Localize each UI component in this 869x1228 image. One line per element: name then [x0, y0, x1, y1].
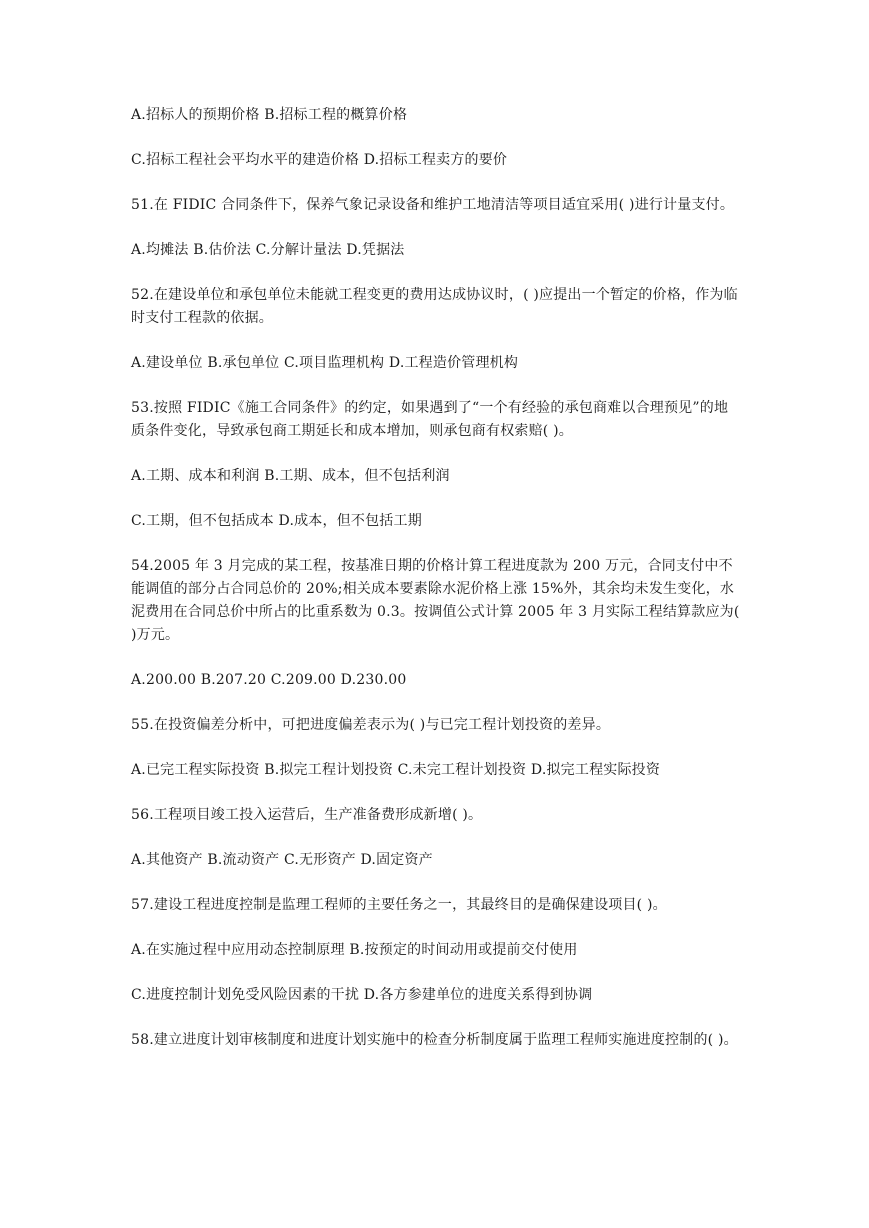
answer-options-55: A.已完工程实际投资 B.拟完工程计划投资 C.未完工程计划投资 D.拟完工程实际投资 [131, 762, 661, 778]
question-56: 56.工程项目竣工投入运营后，生产准备费形成新增( )。 [131, 807, 483, 823]
question-54: 54.2005 年 3 月完成的某工程，按基准日期的价格计算工程进度款为 200 万元，合同支付中不能调值的部分占合同总价的 20%;相关成本要素除水泥价格上涨 15%外，其余均未发生变化，水泥费用在合同总价中所占的比重系数为 0.3。按调值公式计算 2005 年 3 月实际工程结算款应为( )万元。 [131, 558, 740, 643]
question-58: 58.建立进度计划审核制度和进度计划实施中的检查分析制度属于监理工程师实施进度控制的( )。 [131, 1032, 738, 1048]
answer-options-57-ab: A.在实施过程中应用动态控制原理 B.按预定的时间动用或提前交付使用 [131, 942, 578, 958]
answer-options-57-cd: C.进度控制计划免受风险因素的干扰 D.各方参建单位的进度关系得到协调 [131, 987, 593, 1003]
answer-options-56: A.其他资产 B.流动资产 C.无形资产 D.固定资产 [131, 852, 433, 868]
answer-options-51: A.均摊法 B.估价法 C.分解计量法 D.凭据法 [131, 242, 405, 258]
answer-options-53-cd: C.工期，但不包括成本 D.成本，但不包括工期 [131, 513, 422, 529]
question-51: 51.在 FIDIC 合同条件下，保养气象记录设备和维护工地清洁等项目适宜采用( )进行计量支付。 [131, 197, 735, 213]
answer-options-50-ab: A.招标人的预期价格 B.招标工程的概算价格 [131, 107, 408, 123]
question-55: 55.在投资偏差分析中，可把进度偏差表示为( )与已完工程计划投资的差异。 [131, 717, 611, 733]
answer-options-53-ab: A.工期、成本和利润 B.工期、成本，但不包括利润 [131, 468, 450, 484]
answer-options-54: A.200.00 B.207.20 C.209.00 D.230.00 [131, 672, 407, 688]
question-53: 53.按照 FIDIC《施工合同条件》的约定，如果遇到了“一个有经验的承包商难以合理预见”的地质条件变化，导致承包商工期延长和成本增加，则承包商有权索赔( )。 [131, 400, 729, 439]
question-57: 57.建设工程进度控制是监理工程师的主要任务之一，其最终目的是确保建设项目( )。 [131, 897, 667, 913]
answer-options-52: A.建设单位 B.承包单位 C.项目监理机构 D.工程造价管理机构 [131, 355, 519, 371]
question-52: 52.在建设单位和承包单位未能就工程变更的费用达成协议时，( )应提出一个暂定的价格，作为临时支付工程款的依据。 [131, 287, 738, 326]
document-body [131, 104, 741, 1074]
answer-options-50-cd: C.招标工程社会平均水平的建造价格 D.招标工程卖方的要价 [131, 152, 508, 168]
